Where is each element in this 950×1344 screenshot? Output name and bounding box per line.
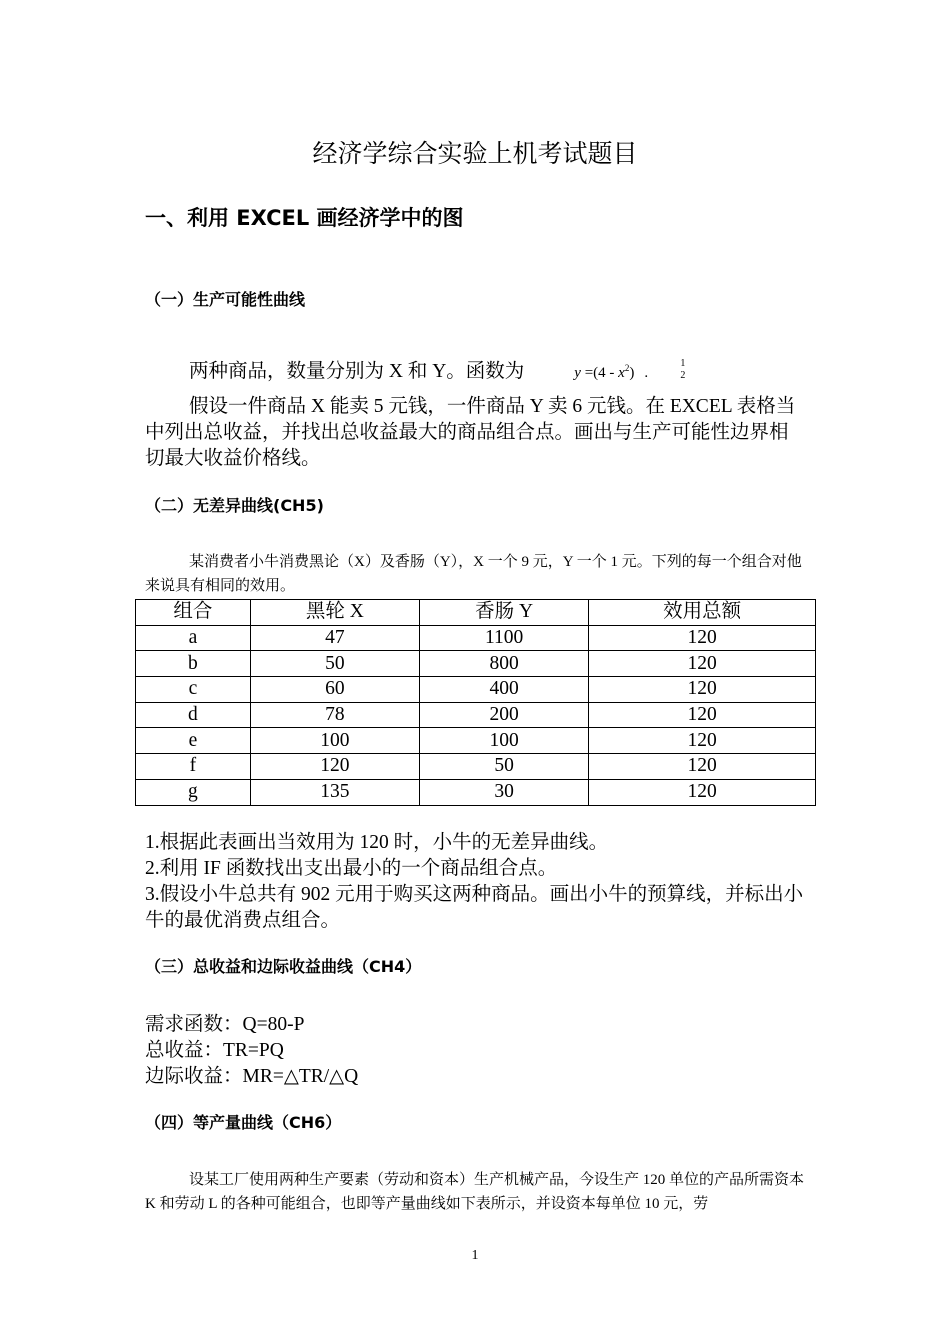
page-title: 经济学综合实验上机考试题目: [312, 139, 638, 168]
table-cell: b: [136, 651, 251, 677]
utility-table: [135, 599, 816, 806]
part3-heading: （三）总收益和边际收益曲线（CH4）: [145, 957, 422, 976]
page-number: 1: [471, 1248, 479, 1263]
table-cell: 47: [250, 625, 419, 651]
table-cell: 120: [250, 754, 419, 780]
table-row: [136, 677, 816, 703]
table-cell: 400: [420, 677, 589, 703]
question-3: 3.假设小牛总共有 902 元用于购买这两种商品。画出小牛的预算线，并标出小牛的最优消费点组合。: [145, 884, 804, 931]
part1-paragraph: 假设一件商品 X 能卖 5 元钱，一件商品 Y 卖 6 元钱。在 EXCEL 表格当中列出总收益，并找出总收益最大的商品组合点。画出与生产可能性边界相切最大收益价格线。: [145, 396, 796, 469]
table-header-row: [136, 600, 816, 626]
table-cell: 60: [250, 677, 419, 703]
table-cell: d: [136, 702, 251, 728]
table-cell: 120: [589, 754, 816, 780]
table-row: [136, 754, 816, 780]
table-cell: 100: [420, 728, 589, 754]
table-row: [136, 702, 816, 728]
marginal-revenue: 边际收益：MR=△TR/△Q: [145, 1066, 359, 1087]
table-cell: 1100: [420, 625, 589, 651]
table-row: [136, 625, 816, 651]
ppf-formula: $y =(4 - x^2)$ 1 2 .: [574, 358, 686, 381]
table-cell: g: [136, 779, 251, 805]
question-1: 1.根据此表画出当效用为 120 时，小牛的无差异曲线。: [145, 832, 609, 853]
part2-intro: 某消费者小牛消费黑论（X）及香肠（Y），X 一个 9 元，Y 一个 1 元。下列的每一个组合对他来说具有相同的效用。: [145, 554, 802, 594]
part1-heading: （一）生产可能性曲线: [145, 290, 306, 309]
table-row: [136, 779, 816, 805]
table-cell: 120: [589, 728, 816, 754]
table-cell: 800: [420, 651, 589, 677]
part3-formulas: [145, 1012, 807, 1090]
table-cell: 120: [589, 702, 816, 728]
table-cell: c: [136, 677, 251, 703]
total-revenue: 总收益：TR=PQ: [145, 1040, 284, 1061]
table-header-cell: 效用总额: [589, 600, 816, 626]
table-header-cell: 香肠 Y: [420, 600, 589, 626]
table-cell: 50: [250, 651, 419, 677]
table-cell: 200: [420, 702, 589, 728]
table-cell: 135: [250, 779, 419, 805]
table-cell: a: [136, 625, 251, 651]
table-cell: 50: [420, 754, 589, 780]
table-cell: 120: [589, 677, 816, 703]
part1-function-text: 两种商品，数量分别为 X 和 Y。函数为: [189, 361, 525, 382]
part2-questions: [145, 830, 807, 934]
question-2: 2.利用 IF 函数找出支出最小的一个商品组合点。: [145, 858, 558, 879]
table-row: [136, 651, 816, 677]
table-header-cell: 黑轮 X: [250, 600, 419, 626]
table-cell: 30: [420, 779, 589, 805]
part1-function-line: [145, 355, 807, 386]
table-cell: 120: [589, 625, 816, 651]
table-cell: 120: [589, 779, 816, 805]
table-cell: e: [136, 728, 251, 754]
section-heading-1: 一、利用 EXCEL 画经济学中的图: [145, 206, 464, 230]
table-header-cell: 组合: [136, 600, 251, 626]
part4-heading: （四）等产量曲线（CH6）: [145, 1113, 342, 1132]
demand-function: 需求函数：Q=80-P: [145, 1014, 305, 1035]
table-cell: 120: [589, 651, 816, 677]
part4-text: 设某工厂使用两种生产要素（劳动和资本）生产机械产品，今设生产 120 单位的产品所需资本 K 和劳动 L 的各种可能组合，也即等产量曲线如下表所示，并设资本每单位 10 元，劳: [145, 1172, 805, 1212]
table-cell: 100: [250, 728, 419, 754]
part2-heading: （二）无差异曲线(CH5): [145, 496, 324, 515]
table-row: [136, 728, 816, 754]
table-cell: 78: [250, 702, 419, 728]
table-cell: f: [136, 754, 251, 780]
